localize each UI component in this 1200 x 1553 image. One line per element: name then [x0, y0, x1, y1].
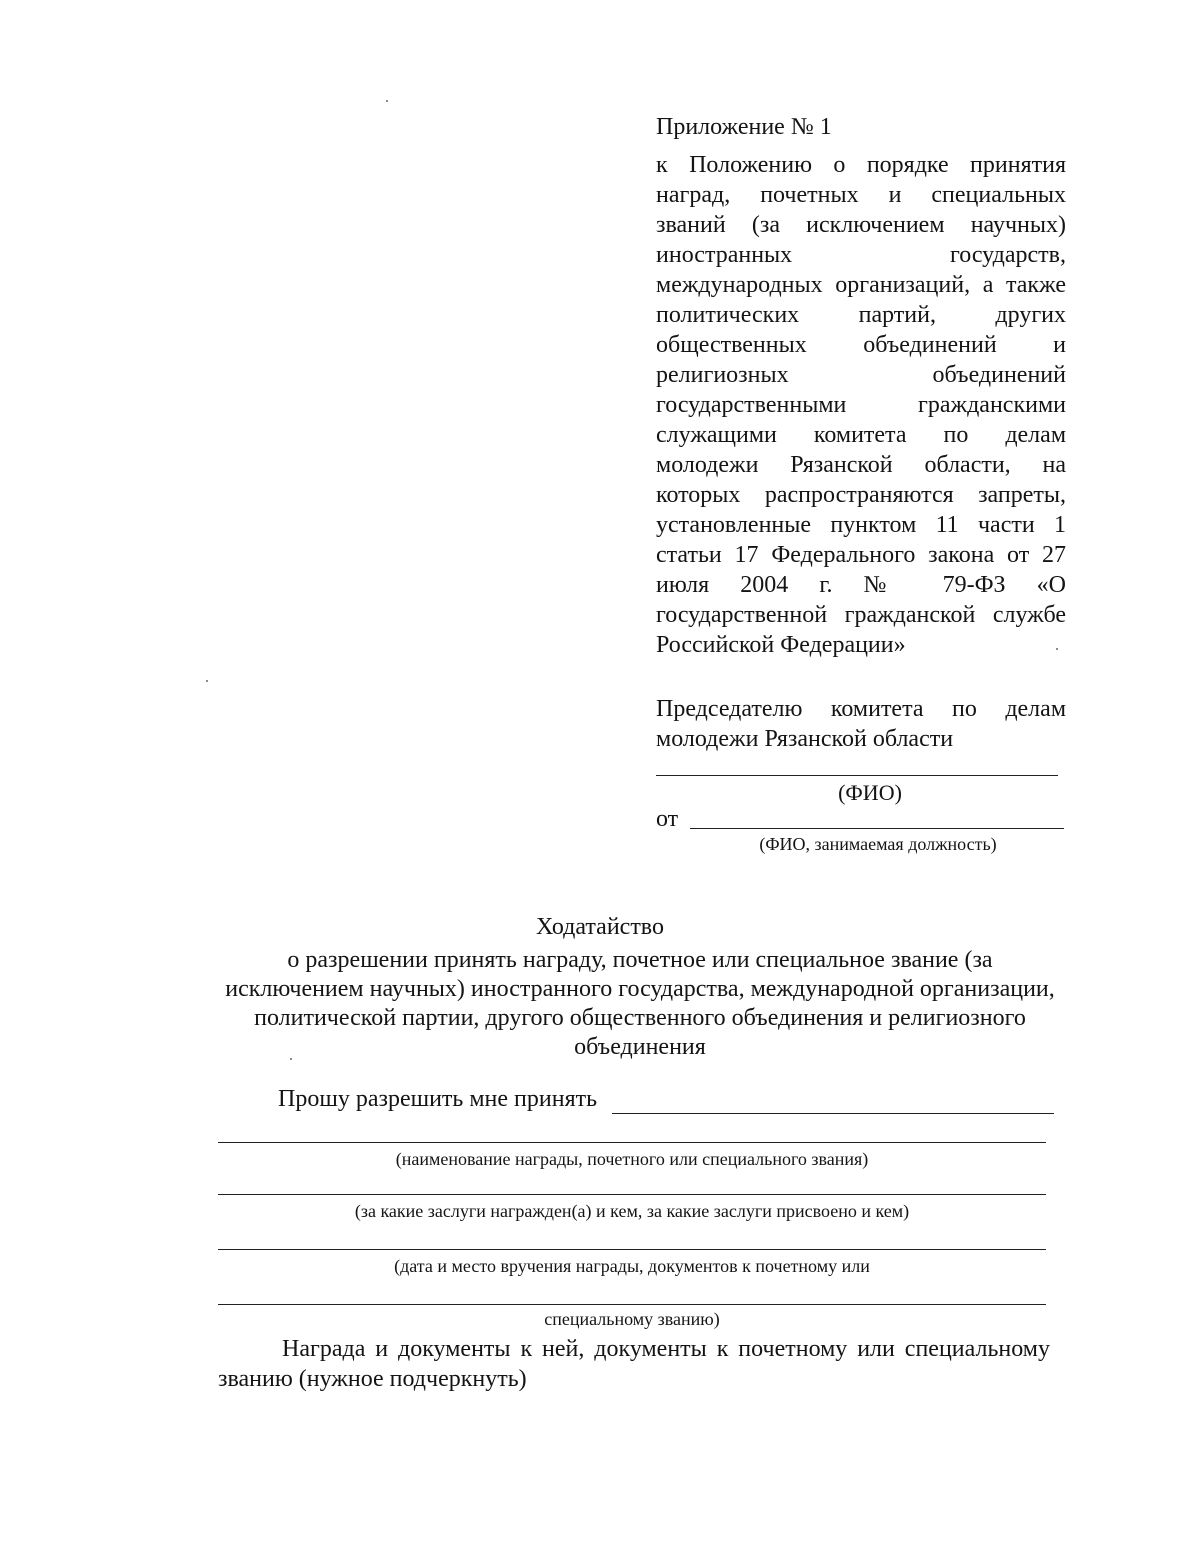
merit-line: [218, 1194, 1046, 1195]
fio-caption: (ФИО): [838, 780, 902, 805]
award-line: [218, 1142, 1046, 1143]
scan-speck: [386, 100, 388, 102]
closing-paragraph: Награда и документы к ней, документы к почетному или специальному званию (нужное подчеркнуть): [218, 1336, 1050, 1392]
date-caption-1: (дата и место вручения награды, документов к почетному или: [394, 1256, 870, 1276]
merit-caption: (за какие заслуги награжден(а) и кем, за какие заслуги присвоено и кем): [354, 1201, 910, 1221]
scan-speck: [1056, 648, 1058, 650]
scan-speck: [206, 680, 208, 682]
date-caption-2: специальному званию): [544, 1309, 720, 1329]
addressee-text: Председателю комитета по делам молодежи Рязанской области: [656, 696, 1066, 752]
request-line: [612, 1113, 1054, 1114]
appendix-body: к Положению о порядке принятия наград, почетных и специальных званий (за исключением научных) иностранных государств, международных организаций, а также политических партий, других общественных объединений и религиозных объединений государственными гражданскими служащими комитета по делам молодежи Рязанской области, на которых распространяются запреты, установленные пунктом 11 части 1 статьи 17 Федерального закона от 27 июля 2004 г. № 79-ФЗ «О государственной гражданской службе Российской Федерации»: [656, 152, 1066, 658]
petition-subtitle: о разрешении принять награду, почетное или специальное звание (за исключением научных) иностранного государства, международной организации, политической партии, другого общественного объединения и религиозного объединения: [225, 947, 1055, 1060]
from-label: от: [656, 806, 679, 832]
scan-speck: [290, 1058, 292, 1060]
appendix-title: Приложение № 1: [656, 114, 832, 140]
from-line: [690, 828, 1064, 829]
award-caption: (наименование награды, почетного или специального звания): [395, 1149, 869, 1169]
addressee-fio-line: [656, 775, 1058, 776]
date-line-2: [218, 1304, 1046, 1305]
from-caption: (ФИО, занимаемая должность): [759, 834, 997, 854]
request-text: Прошу разрешить мне принять: [278, 1086, 598, 1112]
date-line: [218, 1249, 1046, 1250]
petition-title: Ходатайство: [536, 914, 664, 940]
